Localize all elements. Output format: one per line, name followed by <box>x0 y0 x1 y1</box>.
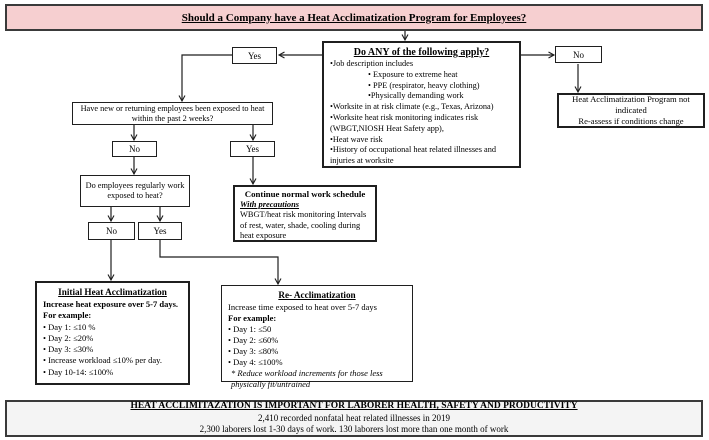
decision-box <box>322 41 521 168</box>
continue-title: Continue normal work schedule <box>244 189 366 199</box>
reacclimatization-item: • Day 2: ≤60% <box>228 335 279 345</box>
decision-title: Do ANY of the following apply? <box>353 47 490 58</box>
reacclimatization-item: • Day 1: ≤50 <box>228 324 272 334</box>
footer-banner <box>5 400 703 437</box>
reacclimatization-box <box>221 285 413 389</box>
initial-item: • Day 3: ≤30% <box>43 344 94 355</box>
no-label: No <box>106 226 117 236</box>
not-indicated-box <box>557 93 705 128</box>
footer-stat: 2,410 recorded nonfatal heat related illnesses in 2019 <box>258 412 450 423</box>
question-new-employees: Have new or returning employees been exposed to heat within the past 2 weeks? <box>80 103 265 123</box>
reassess-line: Re-assess if conditions change <box>578 116 684 126</box>
continue-subtitle: With precautions <box>240 199 300 209</box>
initial-title: Initial Heat Acclimatization <box>58 287 167 297</box>
yes-node-new-employees <box>230 141 275 157</box>
question-new-employees-box <box>72 102 273 125</box>
title-banner <box>5 4 703 31</box>
no-label: No <box>129 144 140 154</box>
initial-item: • Day 2: ≤20% <box>43 332 94 343</box>
yes-label: Yes <box>245 144 260 154</box>
question-regular-exposure: Do employees regularly work exposed to heat? <box>85 181 185 200</box>
decision-item: • PPE (respirator, heavy clothing) <box>368 80 480 90</box>
reacclimatization-title: Re- Acclimatization <box>278 290 356 300</box>
yes-label: Yes <box>153 226 167 236</box>
initial-acclimatization-box <box>35 281 190 385</box>
no-node-apply <box>555 46 602 63</box>
reacclimatization-line: For example: <box>228 313 277 323</box>
decision-item: •Worksite in at risk climate (e.g., Texas, Arizona) <box>330 102 494 112</box>
initial-line: Increase heat exposure over 5-7 days. <box>43 299 179 309</box>
reacclimatization-line: Increase time exposed to heat over 5-7 days <box>228 302 377 312</box>
decision-item: •Job description includes <box>330 59 414 68</box>
page-title: Should a Company have a Heat Acclimatization Program for Employees? <box>181 11 527 24</box>
not-indicated-line: Heat Acclimatization Program not indicated <box>572 94 690 115</box>
yes-node-apply <box>232 47 277 64</box>
arrow-yes-to-reacclimatization <box>160 240 278 284</box>
no-node-regular-exposure <box>88 222 135 240</box>
decision-item: •Physically demanding work <box>368 91 464 101</box>
continue-work-box <box>233 185 377 242</box>
yes-node-regular-exposure <box>138 222 182 240</box>
decision-item: • Exposure to extreme heat <box>368 69 458 79</box>
yes-label: Yes <box>247 50 262 61</box>
no-label: No <box>573 49 584 60</box>
initial-item: • Increase workload ≤10% per day. <box>43 355 162 366</box>
initial-line: For example: <box>43 310 92 321</box>
arrow-yes-to-question1 <box>182 55 232 101</box>
reacclimatization-item: • Day 3: ≤80% <box>228 346 279 356</box>
reacclimatization-item: • Day 4: ≤100% <box>228 357 283 367</box>
initial-item: • Day 1: ≤10 % <box>43 321 96 332</box>
reacclimatization-note: * Reduce workload increments for those less physically fit/untrained <box>231 368 383 389</box>
initial-item: • Day 10-14: ≤100% <box>43 366 114 377</box>
decision-item: •Heat wave risk <box>330 134 383 144</box>
decision-item: •Worksite heat risk monitoring indicates risk (WBGT,NIOSH Heat Safety app), <box>330 112 479 133</box>
decision-item: •History of occupational heat related illnesses and injuries at worksite <box>330 145 497 166</box>
footer-title: HEAT ACCLIMITAZATION IS IMPORTANT FOR LABORER HEALTH, SAFETY AND PRODUCTIVITY <box>130 401 578 412</box>
continue-body: WBGT/heat risk monitoring Intervals of rest, water, shade, cooling during heat exposure <box>240 210 367 240</box>
no-node-new-employees <box>112 141 157 157</box>
footer-stat: 2,300 laborers lost 1-30 days of work. 130 laborers lost more than one month of work <box>199 424 509 435</box>
question-regular-exposure-box <box>80 175 190 207</box>
